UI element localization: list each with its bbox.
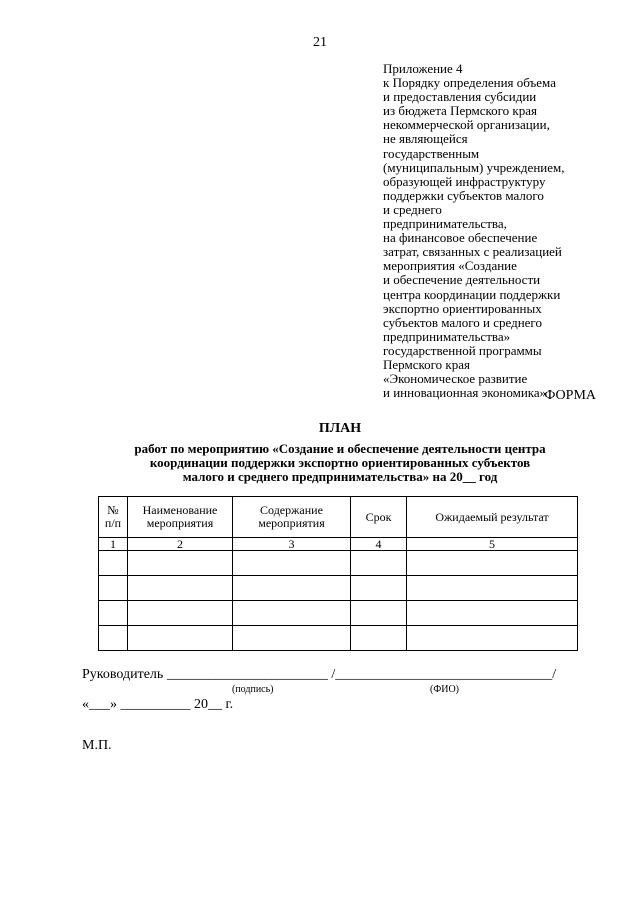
appendix-line: экспортно ориентированных xyxy=(383,300,542,316)
table-cell xyxy=(233,626,351,651)
appendix-line: и инновационная экономика» xyxy=(383,385,547,401)
header-event-content: Содержание мероприятия xyxy=(233,497,351,538)
page-number: 21 xyxy=(313,35,327,50)
column-number: 3 xyxy=(233,538,351,551)
appendix-line: субъектов малого и среднего xyxy=(383,314,542,330)
table-cell xyxy=(128,626,233,651)
table-cell xyxy=(99,551,128,576)
appendix-line: не являющейся xyxy=(383,131,468,147)
appendix-line: затрат, связанных с реализацией xyxy=(383,244,562,260)
header-number: № п/п xyxy=(99,497,128,538)
table-row xyxy=(99,626,578,651)
table-row xyxy=(99,601,578,626)
plan-table xyxy=(98,496,578,651)
date-line: «___» __________ 20__ г. xyxy=(82,697,234,712)
signature-label: Руководитель xyxy=(82,667,164,682)
appendix-line: «Экономическое развитие xyxy=(383,371,528,387)
appendix-line: мероприятия «Создание xyxy=(383,258,517,274)
table-cell xyxy=(128,551,233,576)
table-column-numbers-row xyxy=(99,538,578,551)
table-cell xyxy=(407,601,578,626)
column-number: 4 xyxy=(351,538,407,551)
appendix-line: государственным xyxy=(383,145,480,161)
appendix-line: поддержки субъектов малого xyxy=(383,187,544,203)
appendix-line: и предоставления субсидии xyxy=(383,89,537,105)
table-cell xyxy=(233,551,351,576)
appendix-line: некоммерческой организации, xyxy=(383,117,550,133)
name-hint: (ФИО) xyxy=(430,684,460,695)
table-cell xyxy=(407,551,578,576)
column-number: 2 xyxy=(128,538,233,551)
appendix-line: центра координации поддержки xyxy=(383,286,561,302)
table-cell xyxy=(233,576,351,601)
appendix-block xyxy=(383,62,623,400)
header-event-name: Наименование мероприятия xyxy=(128,497,233,538)
header-deadline: Срок xyxy=(351,497,407,538)
table-cell xyxy=(99,626,128,651)
forma-label: ФОРМА xyxy=(544,388,596,403)
table-cell xyxy=(99,601,128,626)
table-cell xyxy=(407,626,578,651)
table-cell xyxy=(351,576,407,601)
table-cell xyxy=(128,576,233,601)
appendix-line: (муниципальным) учреждением, xyxy=(383,159,565,175)
appendix-line: и обеспечение деятельности xyxy=(383,272,541,288)
plan-title: ПЛАН xyxy=(318,421,362,436)
appendix-line: и среднего xyxy=(383,201,442,217)
subtitle-line: малого и среднего предпринимательства» на 20__ год xyxy=(182,469,498,484)
appendix-line: предпринимательства, xyxy=(383,216,507,232)
table-row xyxy=(99,576,578,601)
appendix-line: образующей инфраструктуру xyxy=(383,173,546,189)
signature-line xyxy=(82,667,556,683)
appendix-line: предпринимательства» xyxy=(383,328,511,344)
signature-slash: / xyxy=(331,667,336,682)
signature-hint: (подпись) xyxy=(232,684,274,695)
appendix-line: на финансовое обеспечение xyxy=(383,230,538,246)
signature-slash: / xyxy=(552,667,557,682)
table-cell xyxy=(99,576,128,601)
appendix-line: государственной программы xyxy=(383,342,542,358)
table-header-row xyxy=(99,497,578,538)
header-expected-result: Ожидаемый результат xyxy=(407,497,578,538)
table-cell xyxy=(128,601,233,626)
appendix-line: Пермского края xyxy=(383,356,470,372)
table-cell xyxy=(351,551,407,576)
column-number: 5 xyxy=(407,538,578,551)
table-row xyxy=(99,551,578,576)
table-cell xyxy=(351,601,407,626)
appendix-line: из бюджета Пермского края xyxy=(383,103,538,119)
column-number: 1 xyxy=(99,538,128,551)
name-field[interactable]: _______________________________ xyxy=(335,667,553,682)
subtitle-line: координации поддержки экспортно ориентированных субъектов xyxy=(149,455,531,470)
table-cell xyxy=(351,626,407,651)
appendix-line: Приложение 4 xyxy=(383,61,463,76)
plan-subtitle xyxy=(90,442,590,484)
signature-field[interactable]: _______________________ xyxy=(166,667,328,682)
stamp-place: М.П. xyxy=(82,738,112,753)
subtitle-line: работ по мероприятию «Создание и обеспечение деятельности центра xyxy=(134,441,546,456)
appendix-line: к Порядку определения объема xyxy=(383,75,556,91)
table-cell xyxy=(233,601,351,626)
table-cell xyxy=(407,576,578,601)
